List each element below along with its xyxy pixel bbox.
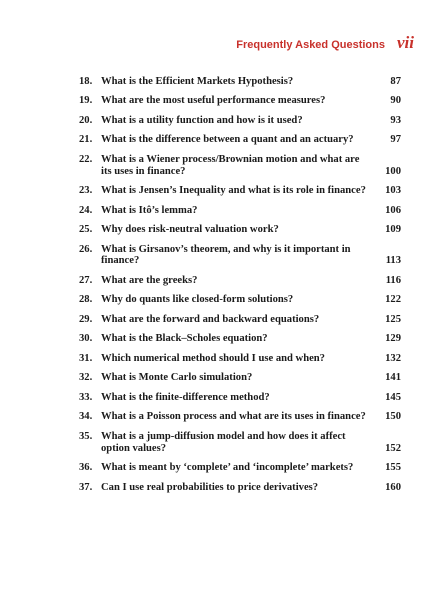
question-page-number: 116 xyxy=(385,274,401,286)
toc-entry xyxy=(79,205,401,217)
question-title: What is the Efficient Markets Hypothesis? xyxy=(101,76,294,87)
question-page-number: 155 xyxy=(385,462,401,474)
toc-entry xyxy=(79,115,401,127)
question-title: What are the forward and backward equations? xyxy=(101,313,320,325)
question-number: 30. xyxy=(79,333,93,345)
question-number: 27. xyxy=(79,274,93,286)
question-number: 25. xyxy=(79,224,93,236)
question-page-number: 106 xyxy=(385,204,401,216)
toc-entry-text xyxy=(79,244,371,268)
question-page-number: 152 xyxy=(385,442,401,454)
question-page-number: 103 xyxy=(385,185,401,197)
toc-entry xyxy=(79,411,401,423)
question-number: 37. xyxy=(79,481,93,493)
question-number: 24. xyxy=(79,204,93,216)
toc-entry-text xyxy=(79,185,371,197)
question-number: 31. xyxy=(79,352,93,364)
question-number: 21. xyxy=(79,134,93,146)
question-page-number: 109 xyxy=(385,224,401,236)
toc-entry-text xyxy=(79,482,371,494)
toc-entry xyxy=(79,185,401,197)
question-page-number: 100 xyxy=(385,165,401,177)
question-page-number: 122 xyxy=(385,294,401,306)
question-title: Can I use real probabilities to price derivatives? xyxy=(101,481,319,493)
toc-entry-text xyxy=(79,205,371,217)
toc-entry-text xyxy=(79,154,371,178)
toc-entry-text xyxy=(79,372,371,384)
toc-entry xyxy=(79,482,401,494)
question-title: What is a utility function and how is it used? xyxy=(101,114,303,126)
toc-entry xyxy=(79,392,401,404)
toc-entry xyxy=(79,462,401,474)
question-title: What is Itô’s lemma? xyxy=(101,204,198,216)
toc-entry xyxy=(79,244,401,268)
question-page-number: 113 xyxy=(385,255,401,267)
toc-entry-text xyxy=(79,275,371,287)
question-title: What is meant by ‘complete’ and ‘incomplete’ markets? xyxy=(101,462,354,474)
toc-entry-text xyxy=(79,431,371,455)
toc-entry xyxy=(79,353,401,365)
toc-entry xyxy=(79,224,401,236)
question-title: What is the Black–Scholes equation? xyxy=(101,333,268,345)
question-title: Why does risk-neutral valuation work? xyxy=(101,224,279,236)
toc-entry xyxy=(79,275,401,287)
question-title: What is a jump-diffusion model and how does it affect option values? xyxy=(101,430,346,454)
toc-entry xyxy=(79,134,401,146)
toc-entry xyxy=(79,154,401,178)
toc-entry-text xyxy=(79,115,371,127)
question-number: 26. xyxy=(79,243,93,255)
question-page-number: 97 xyxy=(390,134,401,146)
question-page-number: 90 xyxy=(390,95,401,107)
toc-entry-text xyxy=(79,224,371,236)
question-title: What is Girsanov’s theorem, and why is it important in finance? xyxy=(101,243,351,267)
question-title: What are the most useful performance measures? xyxy=(101,95,326,107)
running-head xyxy=(236,33,414,53)
question-page-number: 145 xyxy=(385,391,401,403)
question-number: 33. xyxy=(79,391,93,403)
question-number: 32. xyxy=(79,372,93,384)
question-number: 18. xyxy=(79,76,93,87)
question-page-number: 132 xyxy=(385,352,401,364)
toc-entry xyxy=(79,95,401,107)
toc-entry xyxy=(79,294,401,306)
table-of-contents xyxy=(79,76,401,501)
toc-entry-text xyxy=(79,353,371,365)
toc-entry-text xyxy=(79,462,371,474)
question-title: What is the difference between a quant and an actuary? xyxy=(101,134,354,146)
toc-entry-text xyxy=(79,314,371,326)
question-title: Why do quants like closed-form solutions? xyxy=(101,294,294,306)
question-number: 23. xyxy=(79,185,93,197)
question-number: 19. xyxy=(79,95,93,107)
toc-entry-text xyxy=(79,333,371,345)
question-title: What is Jensen’s Inequality and what is its role in finance? xyxy=(101,185,366,197)
toc-entry-text xyxy=(79,294,371,306)
toc-entry xyxy=(79,372,401,384)
question-number: 34. xyxy=(79,411,93,423)
toc-entry xyxy=(79,314,401,326)
question-page-number: 125 xyxy=(385,313,401,325)
question-page-number: 160 xyxy=(385,481,401,493)
question-title: What are the greeks? xyxy=(101,274,198,286)
question-page-number: 150 xyxy=(385,411,401,423)
question-number: 20. xyxy=(79,114,93,126)
toc-entry xyxy=(79,431,401,455)
question-number: 35. xyxy=(79,430,93,442)
toc-entry-text xyxy=(79,95,371,107)
question-title: What is a Poisson process and what are its uses in finance? xyxy=(101,411,366,423)
toc-entry-text xyxy=(79,76,371,88)
toc-entry-text xyxy=(79,134,371,146)
toc-entry xyxy=(79,76,401,88)
question-page-number: 141 xyxy=(385,372,401,384)
running-title: Frequently Asked Questions xyxy=(236,39,385,51)
page-number: vii xyxy=(397,33,414,52)
toc-entry-text xyxy=(79,392,371,404)
question-number: 22. xyxy=(79,153,93,165)
question-page-number: 87 xyxy=(390,76,401,87)
question-page-number: 93 xyxy=(390,114,401,126)
question-number: 29. xyxy=(79,313,93,325)
question-title: Which numerical method should I use and when? xyxy=(101,352,325,364)
toc-entry-text xyxy=(79,411,371,423)
question-title: What is a Wiener process/Brownian motion and what are its uses in finance? xyxy=(101,153,360,177)
question-number: 28. xyxy=(79,294,93,306)
question-page-number: 129 xyxy=(385,333,401,345)
question-number: 36. xyxy=(79,462,93,474)
question-title: What is the finite-difference method? xyxy=(101,391,270,403)
question-title: What is Monte Carlo simulation? xyxy=(101,372,253,384)
toc-entry xyxy=(79,333,401,345)
